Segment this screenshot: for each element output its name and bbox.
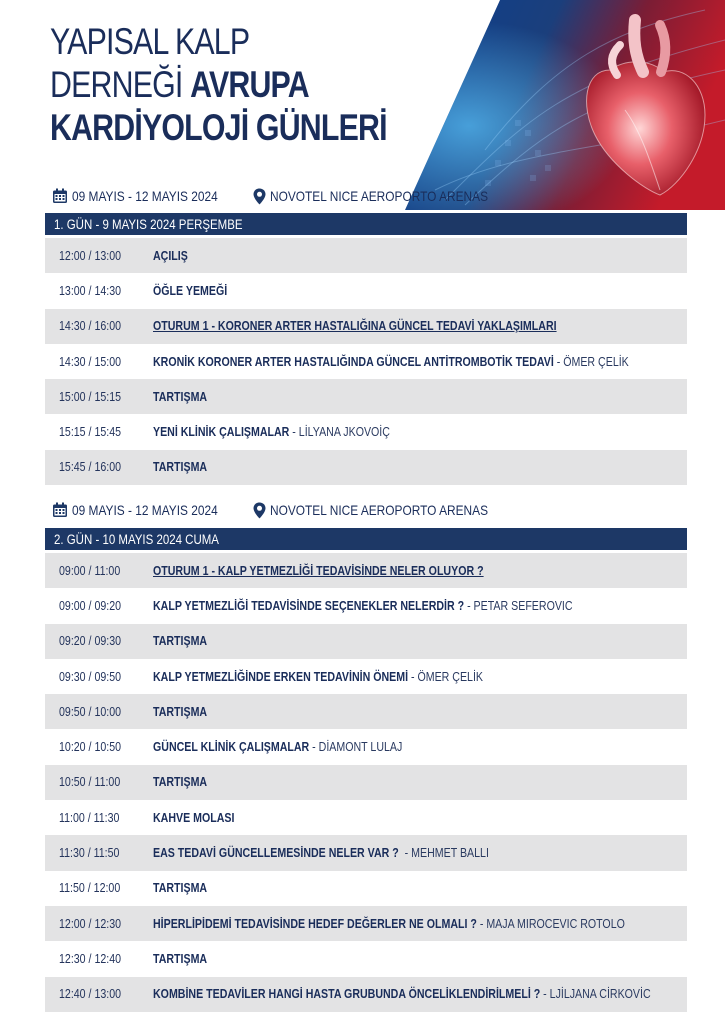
session-time-text: 15:15 / 15:45 [59, 425, 122, 440]
session-title: KRONİK KORONER ARTER HASTALIĞINDA GÜNCEL ANTİTROMBOTİK TEDAVİ [153, 354, 554, 369]
session-speaker: - ÖMER ÇELİK [408, 669, 484, 684]
session-title: OTURUM 1 - KALP YETMEZLİĞİ TEDAVİSİNDE NELER OLUYOR ? [153, 563, 484, 578]
session-content [153, 460, 687, 474]
schedule-row [45, 238, 687, 273]
session-title: KAHVE MOLASI [153, 810, 235, 825]
session-title: KALP YETMEZLİĞİ TEDAVİSİNDE SEÇENEKLER NELERDİR ? [153, 598, 465, 613]
schedule-row [45, 729, 687, 764]
title-text-bold: AVRUPA [190, 64, 309, 105]
session-time-text: 12:30 / 12:40 [59, 951, 122, 966]
title-line-3 [50, 106, 387, 149]
session-time [45, 917, 153, 931]
session-time-text: 11:00 / 11:30 [59, 810, 120, 825]
session-line [153, 881, 207, 895]
session-time-text: 15:00 / 15:15 [59, 389, 122, 404]
session-line [153, 846, 489, 860]
session-time-text: 09:50 / 10:00 [59, 704, 122, 719]
session-speaker: - PETAR SEFEROVIC [464, 598, 573, 613]
session-speaker: - LİLYANA JKOVOİÇ [289, 425, 390, 440]
event-info [52, 186, 527, 206]
session-time [45, 952, 153, 966]
title-line-1 [50, 20, 345, 63]
session-time-text: 10:20 / 10:50 [59, 740, 122, 755]
session-title: YENİ KLİNİK ÇALIŞMALAR [153, 425, 290, 440]
session-line [153, 390, 207, 404]
session-title: ÖĞLE YEMEĞİ [153, 283, 228, 298]
schedule-row [45, 344, 687, 379]
session-content [153, 634, 687, 648]
location-pin-icon [253, 502, 266, 519]
session-time [45, 284, 153, 298]
day-label: 1. GÜN - 9 MAYIS 2024 PERŞEMBE [54, 216, 243, 232]
session-speaker: - LJİLJANA CİRKOVİC [540, 987, 651, 1002]
session-title: TARTIŞMA [153, 881, 208, 896]
session-time [45, 987, 153, 1001]
schedule-row [45, 906, 687, 941]
session-content [153, 319, 687, 333]
session-time [45, 319, 153, 333]
session-time-text: 12:00 / 12:30 [59, 916, 122, 931]
session-content [153, 284, 687, 298]
session-content [153, 811, 687, 825]
event-location: NOVOTEL NICE AEROPORTO ARENAS [270, 188, 489, 204]
schedule-row [45, 800, 687, 835]
session-time-text: 10:50 / 11:00 [59, 775, 121, 790]
session-line [153, 740, 402, 754]
session-title: TARTIŞMA [153, 951, 208, 966]
session-time [45, 670, 153, 684]
session-time-text: 14:30 / 16:00 [59, 319, 122, 334]
session-title: HİPERLİPİDEMİ TEDAVİSİNDE HEDEF DEĞERLER NE OLMALI ? [153, 916, 477, 931]
session-speaker: - ÖMER ÇELİK [553, 354, 629, 369]
session-line [153, 670, 483, 684]
title-line-2 [50, 63, 345, 106]
session-time-text: 11:30 / 11:50 [59, 846, 120, 861]
session-line [153, 952, 207, 966]
session-time [45, 740, 153, 754]
schedule-row [45, 553, 687, 588]
calendar-icon [52, 188, 68, 204]
session-time-text: 15:45 / 16:00 [59, 460, 122, 475]
session-content [153, 987, 725, 1001]
session-speaker: - MEHMET BALLI [398, 846, 489, 861]
schedule-row [45, 379, 687, 414]
day-label: 2. GÜN - 10 MAYIS 2024 CUMA [54, 531, 219, 547]
session-line [153, 634, 207, 648]
schedule-row [45, 765, 687, 800]
schedule-row [45, 450, 687, 485]
session-title: OTURUM 1 - KORONER ARTER HASTALIĞINA GÜNCEL TEDAVİ YAKLAŞIMLARI [153, 319, 557, 334]
session-title: EAS TEDAVİ GÜNCELLEMESİNDE NELER VAR ? [153, 846, 399, 861]
calendar-icon [52, 502, 68, 518]
day-1-header [45, 213, 687, 235]
session-content [153, 917, 708, 931]
page-title [50, 20, 410, 149]
day-2-schedule [45, 553, 687, 1012]
schedule-row [45, 835, 687, 870]
session-time [45, 249, 153, 263]
session-time-text: 09:20 / 09:30 [59, 634, 122, 649]
session-title: GÜNCEL KLİNİK ÇALIŞMALAR [153, 740, 310, 755]
session-line [153, 284, 227, 298]
session-line [153, 319, 557, 333]
event-dates: 09 MAYIS - 12 MAYIS 2024 [72, 502, 218, 518]
session-content [153, 705, 687, 719]
day-1-schedule [45, 238, 687, 485]
schedule-row [45, 414, 687, 449]
title-text-bold: KARDİYOLOJİ GÜNLERİ [50, 107, 387, 148]
session-time [45, 705, 153, 719]
session-title: AÇILIŞ [153, 248, 188, 263]
session-time-text: 12:40 / 13:00 [59, 987, 122, 1002]
session-title: TARTIŞMA [153, 634, 208, 649]
schedule-row [45, 309, 687, 344]
session-content [153, 425, 687, 439]
session-time [45, 881, 153, 895]
session-time-text: 09:00 / 09:20 [59, 598, 122, 613]
event-location: NOVOTEL NICE AEROPORTO ARENAS [270, 502, 489, 518]
schedule-row [45, 941, 687, 976]
session-title: TARTIŞMA [153, 775, 208, 790]
session-time-text: 13:00 / 14:30 [59, 283, 122, 298]
event-info [52, 500, 527, 520]
session-title: TARTIŞMA [153, 460, 208, 475]
session-time [45, 634, 153, 648]
session-line [153, 987, 651, 1001]
session-content [153, 355, 713, 369]
session-title: TARTIŞMA [153, 389, 208, 404]
session-content [153, 740, 687, 754]
session-line [153, 599, 573, 613]
schedule-row [45, 977, 687, 1012]
schedule-row [45, 694, 687, 729]
session-time-text: 09:00 / 11:00 [59, 563, 121, 578]
session-time [45, 460, 153, 474]
schedule-row [45, 624, 687, 659]
session-line [153, 811, 234, 825]
schedule-row [45, 871, 687, 906]
schedule-row [45, 659, 687, 694]
session-time [45, 599, 153, 613]
title-text: DERNEĞİ [50, 64, 191, 105]
session-time [45, 564, 153, 578]
session-time [45, 811, 153, 825]
event-dates: 09 MAYIS - 12 MAYIS 2024 [72, 188, 218, 204]
session-line [153, 705, 207, 719]
schedule-row [45, 588, 687, 623]
session-line [153, 460, 207, 474]
session-content [153, 390, 687, 404]
session-line [153, 564, 484, 578]
location-pin-icon [253, 188, 266, 205]
session-content [153, 599, 687, 613]
session-time-text: 11:50 / 12:00 [59, 881, 121, 896]
session-content [153, 846, 687, 860]
session-time [45, 355, 153, 369]
session-content [153, 881, 687, 895]
session-content [153, 564, 687, 578]
session-content [153, 952, 687, 966]
session-line [153, 425, 390, 439]
session-speaker: - DİAMONT LULAJ [309, 740, 403, 755]
session-time [45, 390, 153, 404]
session-time [45, 846, 153, 860]
session-line [153, 249, 188, 263]
day-2-header [45, 528, 687, 550]
title-text: YAPISAL KALP [50, 21, 250, 62]
session-speaker: - MAJA MIROCEVIC ROTOLO [476, 916, 625, 931]
schedule-row [45, 273, 687, 308]
session-line [153, 775, 207, 789]
session-content [153, 249, 687, 263]
session-time [45, 425, 153, 439]
session-time-text: 12:00 / 13:00 [59, 248, 122, 263]
session-content [153, 670, 687, 684]
session-time-text: 14:30 / 15:00 [59, 354, 122, 369]
session-title: KOMBİNE TEDAVİLER HANGİ HASTA GRUBUNDA ÖNCELİKLENDİRİLMELİ ? [153, 987, 541, 1002]
session-line [153, 355, 629, 369]
session-time [45, 775, 153, 789]
session-title: KALP YETMEZLİĞİNDE ERKEN TEDAVİNİN ÖNEMİ [153, 669, 409, 684]
session-line [153, 917, 625, 931]
session-content [153, 775, 687, 789]
session-title: TARTIŞMA [153, 704, 208, 719]
session-time-text: 09:30 / 09:50 [59, 669, 122, 684]
heart-illustration [405, 0, 725, 210]
